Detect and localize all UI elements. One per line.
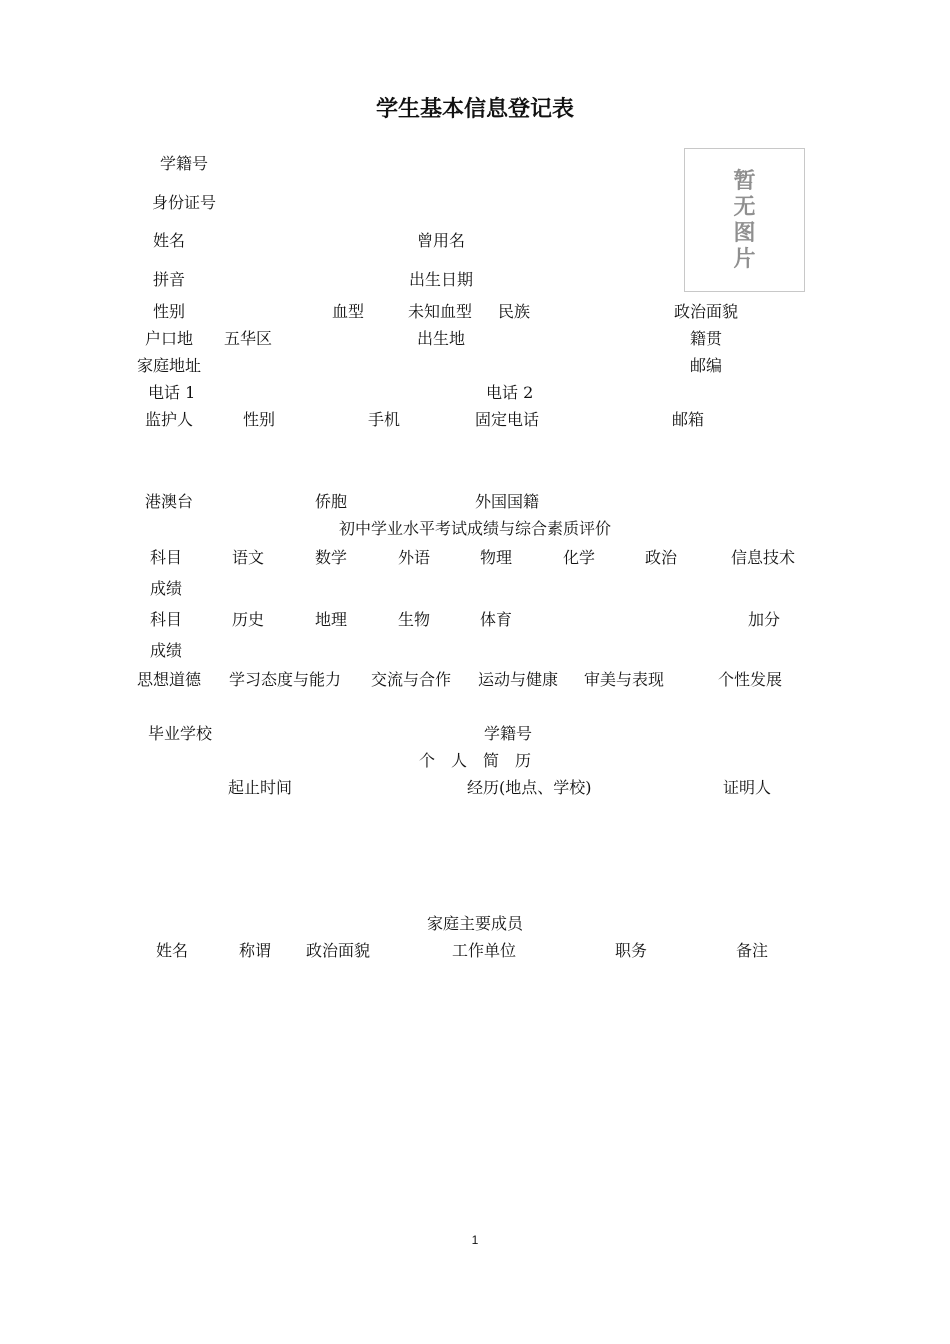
label-pinyin: 拼音 (153, 270, 186, 289)
label-witness: 证明人 (723, 778, 772, 797)
label-home-address: 家庭地址 (137, 356, 202, 375)
label-school-student-id: 学籍号 (484, 724, 533, 743)
page-number: 1 (471, 1233, 479, 1247)
subject-math: 数学 (315, 548, 348, 567)
label-id-card: 身份证号 (152, 193, 217, 212)
family-heading: 家庭主要成员 (426, 914, 523, 933)
subject-foreign-language: 外语 (398, 548, 431, 567)
no-photo-image-text (685, 169, 804, 273)
label-name: 姓名 (153, 231, 186, 250)
label-political-status: 政治面貌 (674, 302, 739, 321)
label-guardian-mobile: 手机 (368, 410, 401, 429)
label-overseas-chinese: 侨胞 (315, 492, 348, 511)
label-former-name: 曾用名 (417, 231, 466, 250)
subject-history: 历史 (232, 610, 265, 629)
value-hukou: 五华区 (224, 329, 273, 348)
label-phone2: 电话 2 (486, 383, 534, 402)
eval-aesthetics: 审美与表现 (584, 670, 665, 689)
label-graduated-school: 毕业学校 (148, 724, 213, 743)
photo-char: 图 (733, 221, 756, 246)
label-native-place: 籍贯 (690, 329, 723, 348)
label-guardian-email: 邮箱 (672, 410, 705, 429)
label-hk-macao-taiwan: 港澳台 (145, 492, 194, 511)
label-phone1: 电话 1 (148, 383, 196, 402)
eval-sports-health: 运动与健康 (478, 670, 559, 689)
label-guardian: 监护人 (145, 410, 194, 429)
label-score-row2: 成绩 (150, 641, 183, 660)
label-birth-date: 出生日期 (409, 270, 474, 289)
value-blood-type: 未知血型 (408, 302, 473, 321)
subject-biology: 生物 (398, 610, 431, 629)
label-ethnicity: 民族 (498, 302, 531, 321)
exam-heading: 初中学业水平考试成绩与综合素质评价 (338, 519, 611, 538)
label-bonus: 加分 (748, 610, 781, 629)
family-col-name: 姓名 (156, 941, 189, 960)
subject-geography: 地理 (315, 610, 348, 629)
family-col-remarks: 备注 (736, 941, 769, 960)
label-hukou: 户口地 (145, 329, 194, 348)
label-student-id: 学籍号 (160, 154, 209, 173)
label-gender: 性别 (153, 302, 186, 321)
label-birthplace: 出生地 (417, 329, 466, 348)
page-title: 学生基本信息登记表 (375, 97, 574, 122)
family-col-workplace: 工作单位 (452, 941, 517, 960)
label-postcode: 邮编 (690, 356, 723, 375)
label-guardian-landline: 固定电话 (475, 410, 540, 429)
eval-communication: 交流与合作 (371, 670, 452, 689)
subject-chemistry: 化学 (563, 548, 596, 567)
label-subject-row1: 科目 (150, 548, 183, 567)
label-score-row1: 成绩 (150, 579, 183, 598)
subject-it: 信息技术 (731, 548, 796, 567)
photo-placeholder (684, 148, 805, 292)
subject-politics: 政治 (645, 548, 678, 567)
subject-physics: 物理 (480, 548, 513, 567)
photo-char: 暂 (733, 169, 756, 194)
family-col-political: 政治面貌 (306, 941, 371, 960)
eval-learning: 学习态度与能力 (229, 670, 342, 689)
family-col-position: 职务 (615, 941, 648, 960)
label-guardian-gender: 性别 (243, 410, 276, 429)
eval-personality: 个性发展 (718, 670, 783, 689)
photo-char: 片 (733, 247, 756, 272)
subject-pe: 体育 (480, 610, 513, 629)
label-period: 起止时间 (228, 778, 293, 797)
label-experience: 经历(地点、学校) (467, 778, 592, 797)
resume-heading: 个 人 简 历 (418, 751, 531, 770)
label-blood-type: 血型 (332, 302, 365, 321)
photo-char: 无 (733, 195, 756, 220)
subject-chinese: 语文 (232, 548, 265, 567)
label-foreign-nationality: 外国国籍 (475, 492, 540, 511)
label-subject-row2: 科目 (150, 610, 183, 629)
family-col-relation: 称谓 (239, 941, 272, 960)
eval-moral: 思想道德 (137, 670, 202, 689)
